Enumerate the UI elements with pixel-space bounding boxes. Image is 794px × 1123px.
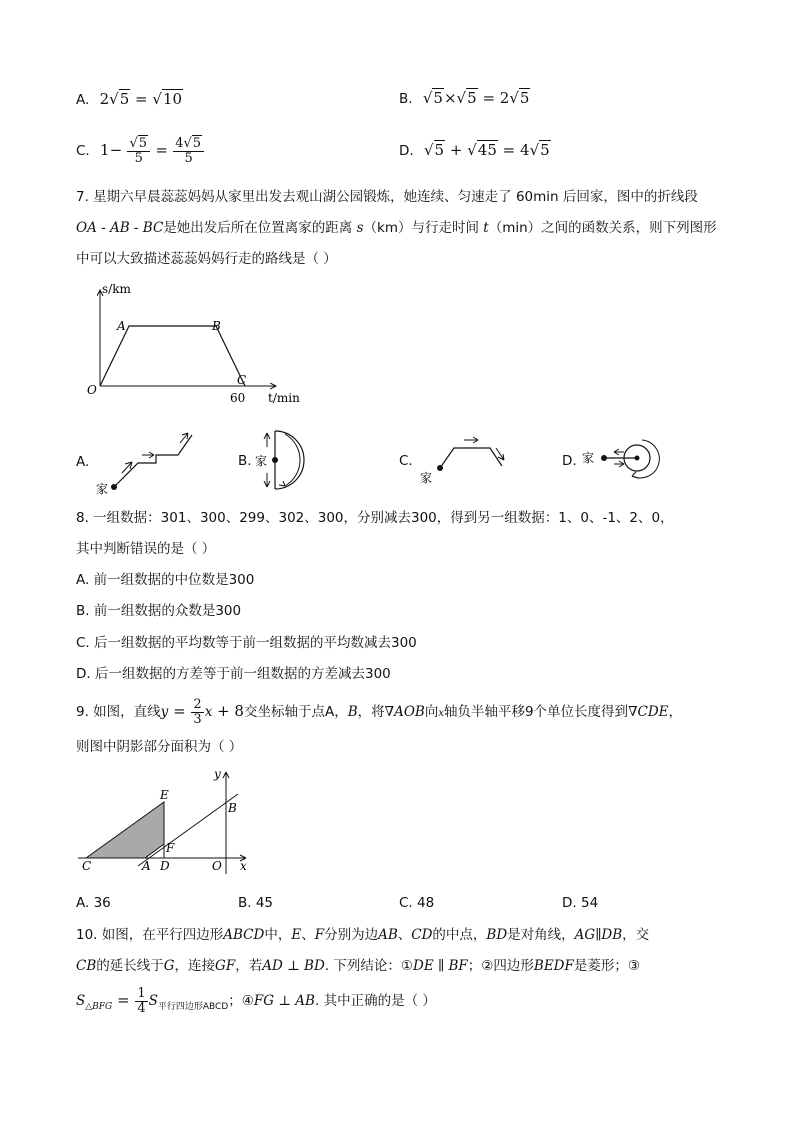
q9-label-o: O (212, 859, 222, 873)
q9-label-x: x (240, 859, 247, 873)
q6-option-a[interactable]: A. 2√5 = √10 (76, 90, 183, 108)
q8-option-c[interactable]: C. 后一组数据的平均数等于前一组数据的平均数减去300 (76, 635, 417, 651)
q7-b-home-label: 家 (255, 454, 268, 468)
q9-option-d[interactable]: D. 54 (562, 895, 599, 911)
q7-option-d-label[interactable]: D. (562, 453, 577, 469)
q9-stem-line2: 则图中阴影部分面积为（ ） (76, 739, 243, 755)
q10-stem-line3: $S_{\triangle BFG}$ = $\frac{1}{4}$ $S_{平行四边形ABCD}$；④FG ⊥ AB. 其中正确的是（ ） (76, 985, 436, 1016)
q8-stem-line2: 其中判断错误的是（ ） (76, 541, 216, 557)
q8-option-b[interactable]: B. 前一组数据的众数是300 (76, 603, 242, 619)
q8-option-a[interactable]: A. 前一组数据的中位数是300 (76, 572, 255, 588)
q10-stem-line1: 10. 如图，在平行四边形ABCD中，E、F分别为边AB、CD的中点，BD是对角线，AG∥DB，交 (76, 927, 650, 943)
q7-option-b-label[interactable]: B. (238, 453, 252, 469)
q7-y-label: s/km (102, 282, 131, 296)
q9-stem-line1: 9. 如图，直线y = $\frac{2}{3}$ x + 8交坐标轴于点A，B，将∇AOB向x轴负半轴平移9个单位长度得到∇CDE， (76, 696, 682, 727)
q6-option-c[interactable]: C. 1− $\frac{√5}{5}$ = $\frac{4√5}{5}$ (76, 130, 205, 171)
q7-option-c-figure[interactable] (418, 430, 518, 490)
q7-stem-line2: OA - AB - BC是她出发后所在位置离家的距离 s（km）与行走时间 t（min）之间的函数关系，则下列图形 (76, 220, 717, 236)
q7-option-a-label[interactable]: A. (76, 454, 90, 470)
q9-label-y: y (214, 767, 221, 781)
q7-option-b-figure[interactable] (255, 425, 325, 495)
q7-label-c: C (237, 373, 247, 387)
q6-option-b[interactable]: B. √5×√5 = 2√5 (399, 89, 530, 107)
q7-label-a: A (117, 319, 126, 333)
q7-stem-line3: 中可以大致描述蕊蕊妈妈行走的路线是（ ） (76, 251, 337, 267)
q10-stem-line2: CB的延长线于G，连接GF，若AD ⊥ BD. 下列结论：①DE ∥ BF；②四边形BEDF是菱形；③ (76, 958, 640, 974)
q9-label-f: F (166, 841, 175, 855)
q8-option-d[interactable]: D. 后一组数据的方差等于前一组数据的方差减去300 (76, 666, 391, 682)
q7-option-d-figure[interactable] (580, 430, 670, 490)
q7-stem-line1: 7. 星期六早晨蕊蕊妈妈从家里出发去观山湖公园锻炼，她连续、匀速走了 60min 后回家，图中的折线段 (76, 189, 698, 205)
q7-option-a-figure[interactable] (92, 425, 202, 495)
q7-label-o: O (87, 383, 97, 397)
q7-tick-60: 60 (230, 391, 246, 405)
q8-stem-line1: 8. 一组数据：301、300、299、302、300，分别减去300，得到另一组数据：1、0、-1、2、0， (76, 510, 674, 526)
q7-distance-time-graph (80, 280, 310, 410)
q7-a-home-label: 家 (96, 482, 109, 496)
q6-option-d[interactable]: D. √5 + √45 = 4√5 (399, 141, 550, 159)
q9-figure (74, 766, 254, 876)
q7-option-c-label[interactable]: C. (399, 453, 413, 469)
q7-x-label: t/min (268, 391, 300, 405)
q7-c-home-label: 家 (420, 471, 433, 485)
q9-label-c: C (82, 859, 92, 873)
q9-shaded-region (86, 802, 164, 858)
q9-option-a[interactable]: A. 36 (76, 895, 111, 911)
q9-label-e: E (160, 788, 169, 802)
q7-polyline-oabc (100, 326, 245, 386)
q9-option-c[interactable]: C. 48 (399, 895, 435, 911)
q9-option-b[interactable]: B. 45 (238, 895, 274, 911)
q7-d-home-label: 家 (582, 451, 595, 465)
q9-label-d: D (160, 859, 170, 873)
q7-label-b: B (212, 319, 221, 333)
q9-label-a: A (142, 859, 151, 873)
q9-label-b: B (228, 801, 237, 815)
